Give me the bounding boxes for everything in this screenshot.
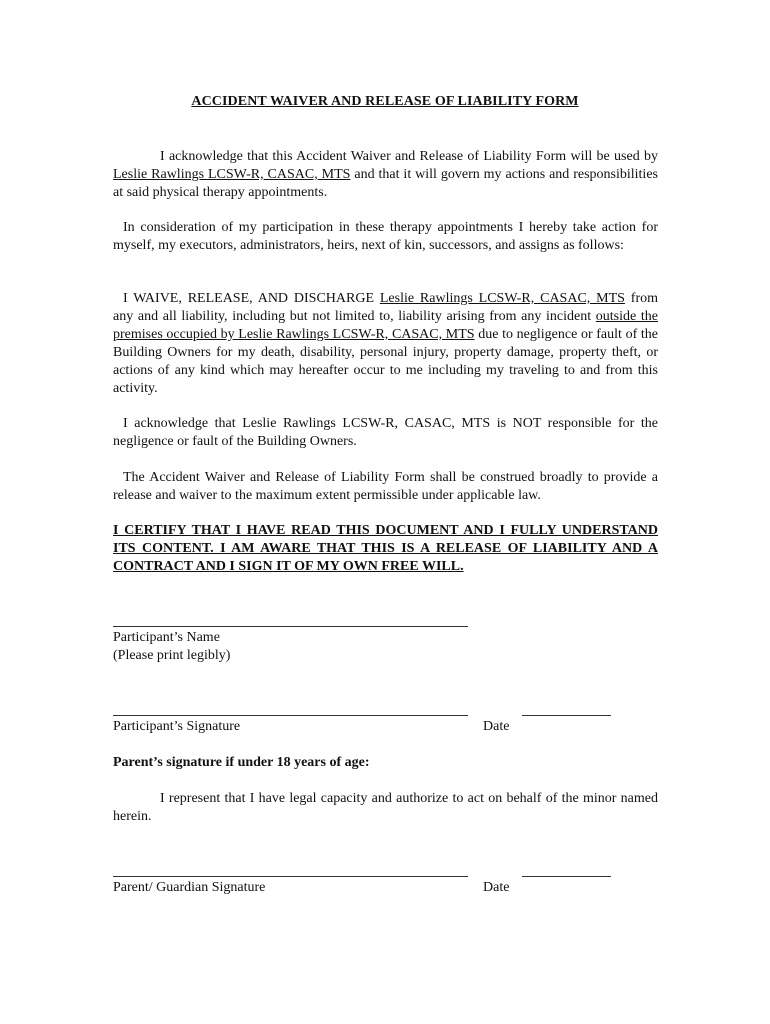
consideration-paragraph: In consideration of my participation in these therapy appointments I hereby take action for myself, my executors, administrators, heirs, next of kin, successors, and assigns as follows: [113, 220, 658, 253]
parent-statement: I represent that I have legal capacity and authorize to act on behalf of the minor named herein. [113, 791, 658, 824]
guardian-date-line[interactable] [522, 876, 611, 877]
participant-signature-label: Participant’s Signature [113, 719, 241, 734]
guardian-signature-label: Parent/ Guardian Signature [113, 880, 266, 895]
acknowledgement-text-before: I acknowledge that this Accident Waiver and Release of Liability Form will be used by [160, 149, 658, 164]
release-paragraph [113, 290, 658, 398]
guardian-signature-line[interactable] [113, 876, 468, 877]
release-provider-name: Leslie Rawlings LCSW-R, CASAC, MTS [379, 291, 625, 306]
release-location: outside the premises occupied by Leslie Rawlings LCSW-R, CASAC, MTS [113, 309, 658, 342]
participant-name-label: Participant’s Name [113, 630, 220, 645]
guardian-date-label: Date [483, 880, 510, 895]
participant-signature-line[interactable] [113, 715, 468, 716]
print-legibly-note: (Please print legibly) [113, 648, 231, 663]
release-text-before: I WAIVE, RELEASE, AND DISCHARGE [123, 291, 380, 306]
parent-heading: Parent’s signature if under 18 years of age: [113, 755, 370, 770]
certification-statement: I CERTIFY THAT I HAVE READ THIS DOCUMENT AND I FULLY UNDERSTAND ITS CONTENT. I AM AWARE THAT THIS IS A RELEASE OF LIABILITY AND A CONTRACT AND I SIGN IT OF MY OWN FREE WILL. [113, 523, 658, 574]
provider-name: Leslie Rawlings LCSW-R, CASAC, MTS [113, 167, 351, 182]
participant-date-label: Date [483, 719, 510, 734]
responsibility-paragraph: I acknowledge that Leslie Rawlings LCSW-R, CASAC, MTS is NOT responsible for the negligence or fault of the Building Owners. [113, 416, 658, 449]
release-text-after: due to negligence or fault of the Building Owners for my death, disability, personal injury, property damage, property theft, or actions of any kind which may hereafter occur to me including my traveling to and from this activity. [113, 327, 658, 396]
acknowledgement-text-after: and that it will govern my actions and responsibilities at said physical therapy appointments. [113, 167, 658, 200]
participant-name-line[interactable] [113, 626, 468, 627]
form-title: ACCIDENT WAIVER AND RELEASE OF LIABILITY FORM [191, 94, 579, 109]
release-text-middle: from any and all liability, including but not limited to, liability arising from any incident [113, 291, 658, 324]
acknowledgement-paragraph [113, 148, 658, 202]
construction-paragraph: The Accident Waiver and Release of Liability Form shall be construed broadly to provide a release and waiver to the maximum extent permissible under applicable law. [113, 470, 658, 503]
participant-date-line[interactable] [522, 715, 611, 716]
